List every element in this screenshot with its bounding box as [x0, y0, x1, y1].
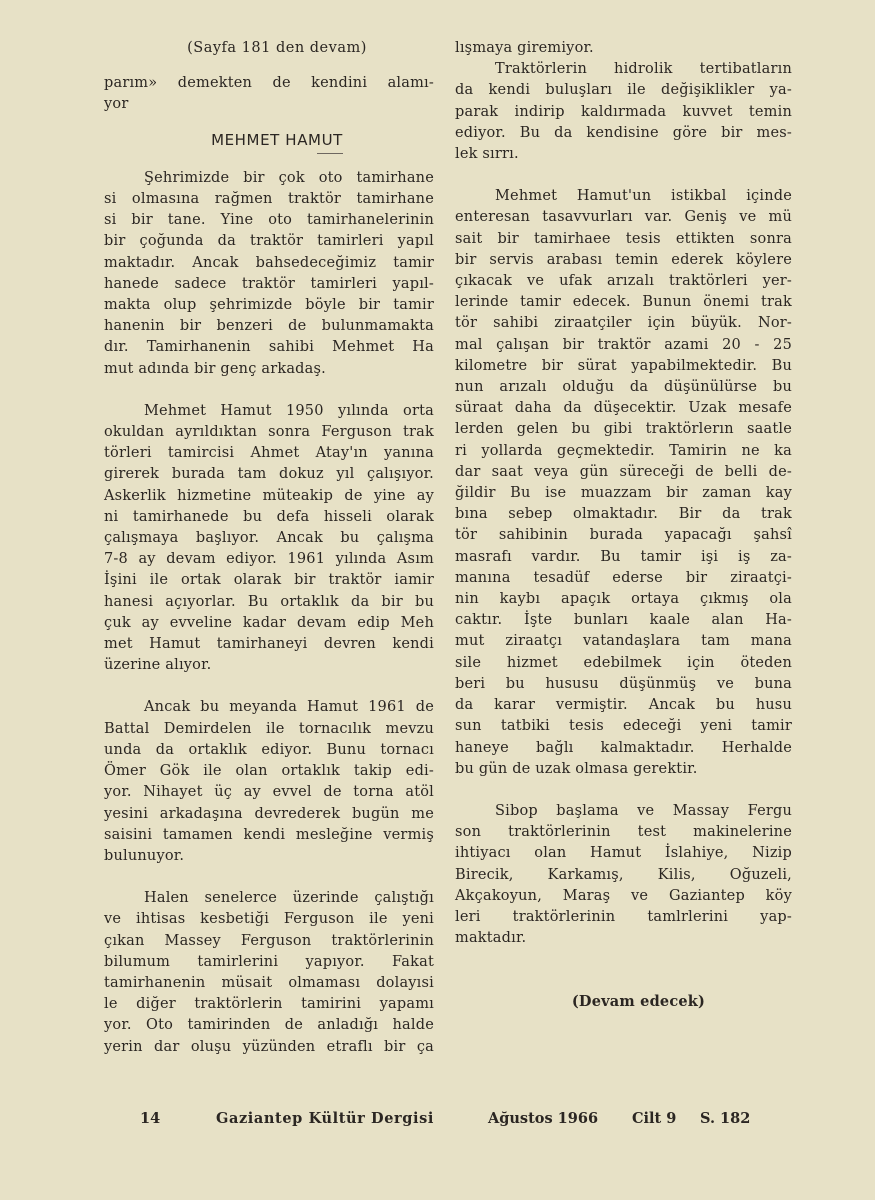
continuation-note: (Sayfa 181 den devam)	[187, 40, 367, 56]
issue-date: Ağustos 1966	[488, 1110, 599, 1127]
issue-number: S. 182	[700, 1110, 751, 1127]
text-line: tör sahibinin burada yapacağı şahsî	[455, 527, 792, 544]
text-line: Battal Demirdelen ile tornacılık mevzu	[104, 720, 434, 737]
publication-name: Gaziantep Kültür Dergisi	[216, 1110, 434, 1127]
text-line: çıkacak ve ufak arızalı traktörleri yer-	[455, 273, 792, 290]
text-line: Birecik, Karkamış, Kilis, Oğuzeli,	[455, 866, 792, 883]
text-line: Mehmet Hamut 1950 yılında orta	[144, 402, 434, 419]
text-line: tamirhanenin müsait olmaması dolayısi	[104, 974, 434, 991]
text-line: yor. Oto tamirinden de anladığı halde	[104, 1017, 434, 1034]
page-number: 14	[140, 1110, 161, 1127]
text-line: da karar vermiştir. Ancak bu husu	[455, 697, 792, 714]
text-line: saisini tamamen kendi mesleğine vermiş	[104, 826, 434, 843]
text-line: hanesi açıyorlar. Bu ortaklık da bir bu	[104, 593, 434, 610]
text-line: nun arızalı olduğu da düşünülürse bu	[455, 379, 792, 396]
text-line: yor. Nihayet üç ay evvel de torna atöl	[104, 784, 434, 801]
paragraph-3	[104, 697, 434, 867]
paragraph-1	[104, 168, 434, 380]
text-line: çalışmaya başlıyor. Ancak bu çalışma	[104, 530, 434, 547]
text-line: ve ihtisas kesbetiği Ferguson ile yeni	[104, 911, 434, 928]
text-line: İşini ile ortak olarak bir traktör iamir	[104, 572, 434, 589]
intro-line: lışmaya giremiyor.	[455, 40, 594, 56]
text-line: sun tatbiki tesis edeceği yeni tamir	[455, 718, 792, 735]
text-line: ihtiyacı olan Hamut İslahiye, Nizip	[455, 845, 792, 862]
text-line: 7-8 ay devam ediyor. 1961 yılında Asım	[104, 551, 434, 568]
text-line: ğildir Bu ise muazzam bir zaman kay	[455, 485, 792, 502]
text-line: met Hamut tamirhaneyi devren kendi	[104, 636, 434, 653]
text-line: Halen senelerce üzerinde çalıştığı	[144, 890, 434, 907]
text-line: yerin dar oluşu yüzünden etraflı bir ça	[104, 1038, 434, 1055]
text-line: makta olup şehrimizde böyle bir tamir	[104, 297, 434, 314]
text-line: ediyor. Bu da kendisine göre bir mes-	[455, 124, 792, 141]
intro-line: yor	[104, 96, 129, 113]
text-line: maktadır.	[455, 930, 527, 947]
text-line: Akçakoyun, Maraş ve Gaziantep köy	[455, 887, 792, 904]
text-line: da kendi buluşları ile değişiklikler ya-	[455, 82, 792, 99]
text-line: parak indirip kaldırmada kuvvet temin	[455, 103, 792, 120]
text-line: tör sahibi ziraatçiler için büyük. Nor-	[455, 315, 792, 332]
text-line: süraat daha da düşecektir. Uzak mesafe	[455, 400, 792, 417]
left-column	[104, 38, 434, 1058]
paragraph-7	[455, 801, 792, 949]
text-line: beri bu hususu düşünmüş ve buna	[455, 675, 792, 692]
text-line: bir çoğunda da traktör tamirleri yapıl	[104, 233, 434, 250]
text-line: lek sırrı.	[455, 146, 519, 163]
text-line: Ancak bu meyanda Hamut 1961 de	[144, 699, 434, 716]
right-column	[455, 38, 792, 1013]
text-line: lerinde tamir edecek. Bunun önemi trak	[455, 294, 792, 311]
text-line: si olmasına rağmen traktör tamirhane	[104, 191, 434, 208]
text-line: sait bir tamirhaee tesis ettikten sonra	[455, 230, 792, 247]
paragraph-5	[455, 59, 792, 165]
text-line: üzerine alıyor.	[104, 657, 212, 674]
paragraph-4	[104, 888, 434, 1058]
text-line: okuldan ayrıldıktan sonra Ferguson trak	[104, 424, 434, 441]
text-line: caktır. İşte bunları kaale alan Ha-	[455, 612, 792, 629]
text-line: ni tamirhanede bu defa hisseli olarak	[104, 508, 434, 525]
text-line: lerden gelen bu gibi traktörlerın saatle	[455, 421, 792, 438]
text-line: unda da ortaklık ediyor. Bunu tornacı	[104, 741, 434, 758]
page-footer	[0, 1110, 875, 1134]
text-line: mut ziraatçı vatandaşlara tam mana	[455, 633, 792, 650]
text-line: kilometre bir sürat yapabilmektedir. Bu	[455, 357, 792, 374]
text-line: girerek burada tam dokuz yıl çalışıyor.	[104, 466, 434, 483]
text-line: çuk ay evveline kadar devam edip Meh	[104, 614, 434, 631]
text-line: bu gün de uzak olmasa gerektir.	[455, 760, 698, 777]
text-line: si bir tane. Yine oto tamirhanelerinin	[104, 212, 434, 229]
text-line: mut adında bir genç arkadaş.	[104, 360, 326, 377]
text-line: yesini arkadaşına devrederek bugün me	[104, 805, 434, 822]
text-line: bulunuyor.	[104, 847, 185, 864]
text-line: ri yollarda geçmektedir. Tamirin ne ka	[455, 442, 792, 459]
text-line: leri traktörlerinin tamlrlerini yap-	[455, 908, 792, 925]
text-line: Traktörlerin hidrolik tertibatların	[495, 61, 792, 78]
text-line: Ömer Gök ile olan ortaklık takip edi-	[104, 763, 434, 780]
text-line: mal çalışan bir traktör azami 20 - 25	[455, 336, 792, 353]
intro-line: parım» demekten de kendini alamı-	[104, 75, 434, 92]
text-line: dır. Tamirhanenin sahibi Mehmet Ha	[104, 339, 434, 356]
article-heading: MEHMET HAMUT	[211, 130, 343, 149]
text-line: le diğer traktörlerin tamirini yapamı	[104, 996, 434, 1013]
text-line: çıkan Massey Ferguson traktörlerinin	[104, 932, 434, 949]
text-line: enteresan tasavvurları var. Geniş ve mü	[455, 209, 792, 226]
text-line: bir servis arabası temin ederek köylere	[455, 251, 792, 268]
paragraph-6	[455, 186, 792, 780]
text-line: maktadır. Ancak bahsedeceğimiz tamir	[104, 254, 434, 271]
text-line: Askerlik hizmetine müteakip de yine ay	[104, 487, 434, 504]
text-line: masrafı vardır. Bu tamir işi iş za-	[455, 548, 792, 565]
continued-note: (Devam edecek)	[571, 993, 706, 1011]
text-line: manına tesadüf ederse bir ziraatçi-	[455, 569, 792, 586]
text-line: nin kaybı apaçık ortaya çıkmış ola	[455, 591, 792, 608]
text-line: haneye bağlı kalmaktadır. Herhalde	[455, 739, 792, 756]
text-line: Şehrimizde bir çok oto tamirhane	[144, 169, 434, 186]
paragraph-2	[104, 401, 434, 677]
volume-number: Cilt 9	[632, 1110, 677, 1127]
text-line: törleri tamircisi Ahmet Atay'ın yanına	[104, 445, 434, 462]
text-line: hanede sadece traktör tamirleri yapıl-	[104, 275, 434, 292]
text-line: son traktörlerinin test makinelerine	[455, 824, 792, 841]
text-line: bilumum tamirlerini yapıyor. Fakat	[104, 953, 434, 970]
text-line: sile hizmet edebilmek için öteden	[455, 654, 792, 671]
text-line: hanenin bir benzeri de bulunmamakta	[104, 318, 434, 335]
text-line: bına sebep olmaktadır. Bir da trak	[455, 506, 792, 523]
text-line: Mehmet Hamut'un istikbal içinde	[495, 188, 792, 205]
text-line: Sibop başlama ve Massay Fergu	[495, 802, 792, 819]
text-line: dar saat veya gün süreceği de belli de-	[455, 463, 792, 480]
